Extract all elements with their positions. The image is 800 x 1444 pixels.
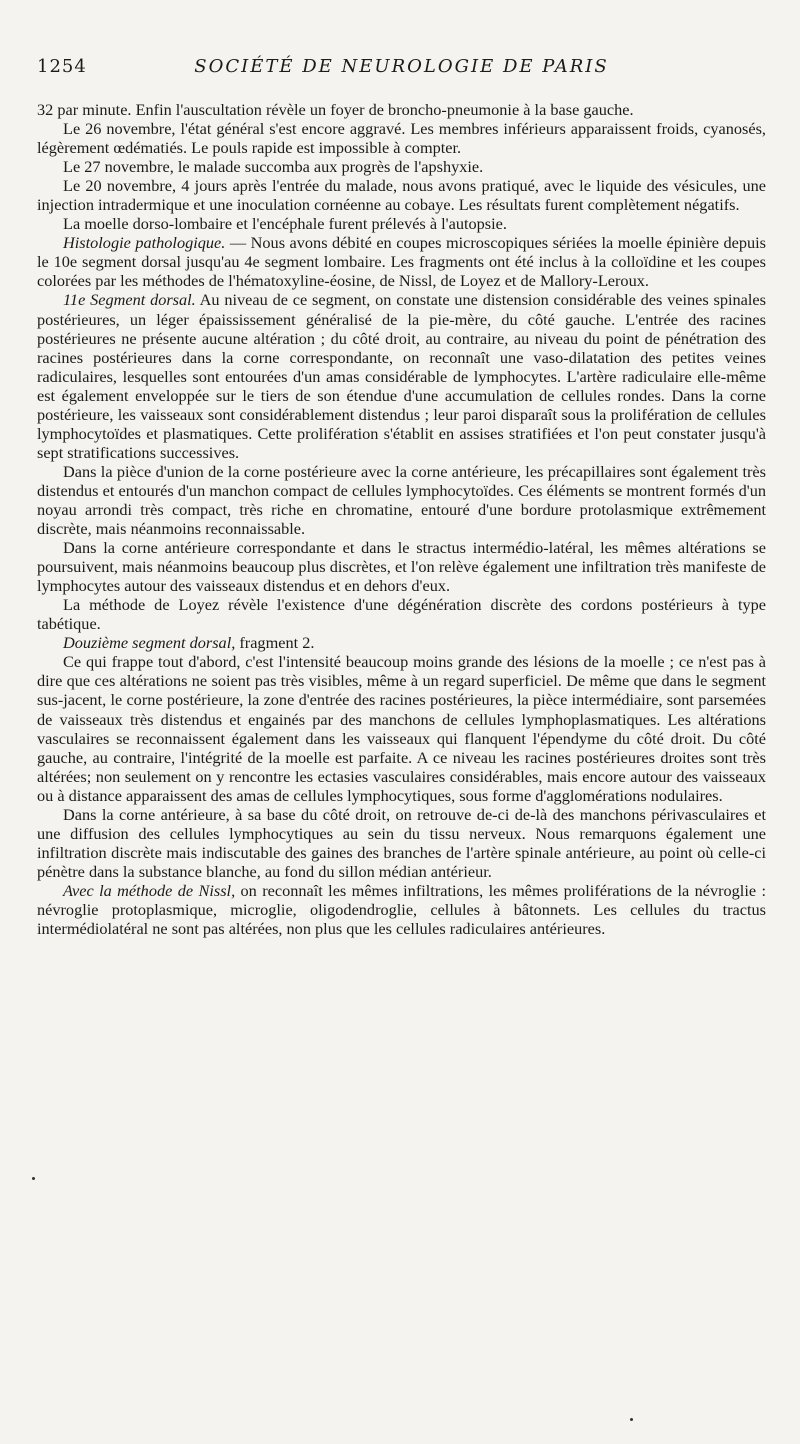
paragraph: Dans la pièce d'union de la corne postérieure avec la corne antérieure, les précapillaires sont également très distendus et entourés d'un manchon compact de cellules lymphocytoïdes. Ces éléments se montrent formés d'un noyau arrondi très compact, très riche en chromatine, entouré d'une bordure protolasmique extrêmement discrète, mais néanmoins reconnaissable. [37,461,766,539]
paragraph: Le 20 novembre, 4 jours après l'entrée du malade, nous avons pratiqué, avec le liquide des vésicules, une injection intradermique et une inoculation cornéenne au cobaye. Les résultats furent complètement négatifs. [37,176,766,215]
section-lead: 11e Segment dorsal. [63,290,196,310]
paragraph: Avec la méthode de Nissl, on reconnaît les mêmes infiltrations, les mêmes proliférations de la névroglie : névroglie protoplasmique, microglie, oligodendroglie, cellules à bâtonnets. Les cellules du tractus intermédiolatéral ne sont pas altérées, non plus que les cellules radiculaires antérieures. [37,880,766,939]
paragraph: La moelle dorso-lombaire et l'encéphale furent prélevés à l'autopsie. [63,214,507,234]
paragraph: Le 27 novembre, le malade succomba aux progrès de l'apshyxie. [63,157,484,177]
section-lead: Avec la méthode de Nissl, [63,880,236,900]
article-body [37,100,766,938]
paragraph: Le 26 novembre, l'état général s'est encore aggravé. Les membres inférieurs apparaissent froids, cyanosés, légèrement œdématiés. Le pouls rapide est impossible à compter. [37,119,766,158]
section-lead: Douzième segment dorsal, [63,633,236,653]
paragraph: Douzième segment dorsal, fragment 2. [63,633,315,653]
page-number: 1254 [37,56,87,77]
running-title: SOCIÉTÉ DE NEUROLOGIE DE PARIS [194,56,609,77]
paragraph: La méthode de Loyez révèle l'existence d'une dégénération discrète des cordons postérieurs à type tabétique. [37,595,766,634]
paragraph: 32 par minute. Enfin l'auscultation révèle un foyer de broncho-pneumonie à la base gauche. [37,100,634,119]
margin-mark [32,1177,35,1180]
paragraph: Dans la corne antérieure correspondante et dans le stractus intermédio-latéral, les mêmes altérations se poursuivent, mais néanmoins beaucoup plus discrètes, et l'on relève également une infiltration très manifeste de lymphocytes autour des vaisseaux distendus et en dehors d'eux. [37,538,766,596]
print-speck [630,1418,633,1421]
running-header [37,56,766,82]
paragraph: 11e Segment dorsal. Au niveau de ce segment, on constate une distension considérable des veines spinales postérieures, un léger épaississement généralisé de la pie-mère, du côté gauche. L'entrée des racines postérieures ne présente aucune altération ; du côté droit, au contraire, au niveau du point de pénétration des racines postérieures dans la corne correspondante, on reconnaît une vaso-dilatation des petites veines radiculaires, lesquelles sont entourées d'un amas considérable de lymphocytes. L'artère radiculaire elle-même est également enveloppée sur le tiers de son étendue d'une accumulation de cellules rondes. Dans la corne postérieure, les vaisseaux sont considérablement distendus ; leur paroi disparaît sous la prolifération de cellules lymphocytoïdes et plasmatiques. Cette prolifération s'établit en assises stratifiées et l'on peut constater jusqu'à sept stratifications successives. [37,290,766,462]
section-lead: Histologie pathologique. [63,233,226,253]
paragraph: Histologie pathologique. — Nous avons débité en coupes microscopiques sériées la moelle épinière depuis le 10e segment dorsal jusqu'au 4e segment lombaire. Les fragments ont été inclus à la colloïdine et les coupes colorées par les méthodes de l'hématoxyline-éosine, de Nissl, de Loyez et de Mallory-Leroux. [37,233,766,291]
paragraph: Dans la corne antérieure, à sa base du côté droit, on retrouve de-ci de-là des manchons périvasculaires et une diffusion des cellules lymphocytiques au sein du tissu nerveux. Nous remarquons également une infiltration discrète mais indiscutable des gaines des branches de l'artère spinale antérieure, au point où celle-ci pénètre dans la substance blanche, au fond du sillon médian antérieur. [37,804,766,881]
paragraph: Ce qui frappe tout d'abord, c'est l'intensité beaucoup moins grande des lésions de la moelle ; ce n'est pas à dire que ces altérations ne soient pas très visibles, même à un regard superficiel. De même que dans le segment sus-jacent, le corne postérieure, la zone d'entrée des racines postérieures, la pièce intermédiaire, sont parsemées de vaisseaux très distendus et engainés par des manchons de cellules lymphoplasmatiques. Les altérations vasculaires se reconnaissent également dans les vaisseaux qui flanquent l'épendyme du côté droit. Du côté gauche, au contraire, l'intégrité de la moelle est parfaite. A ce niveau les racines postérieures droites sont très altérées; non seulement on y rencontre les ectasies vasculaires considérables, mais encore autour des vaisseaux ou à distance apparaissent des amas de cellules lymphocytiques, sous forme d'agglomérations nodulaires. [37,652,766,805]
